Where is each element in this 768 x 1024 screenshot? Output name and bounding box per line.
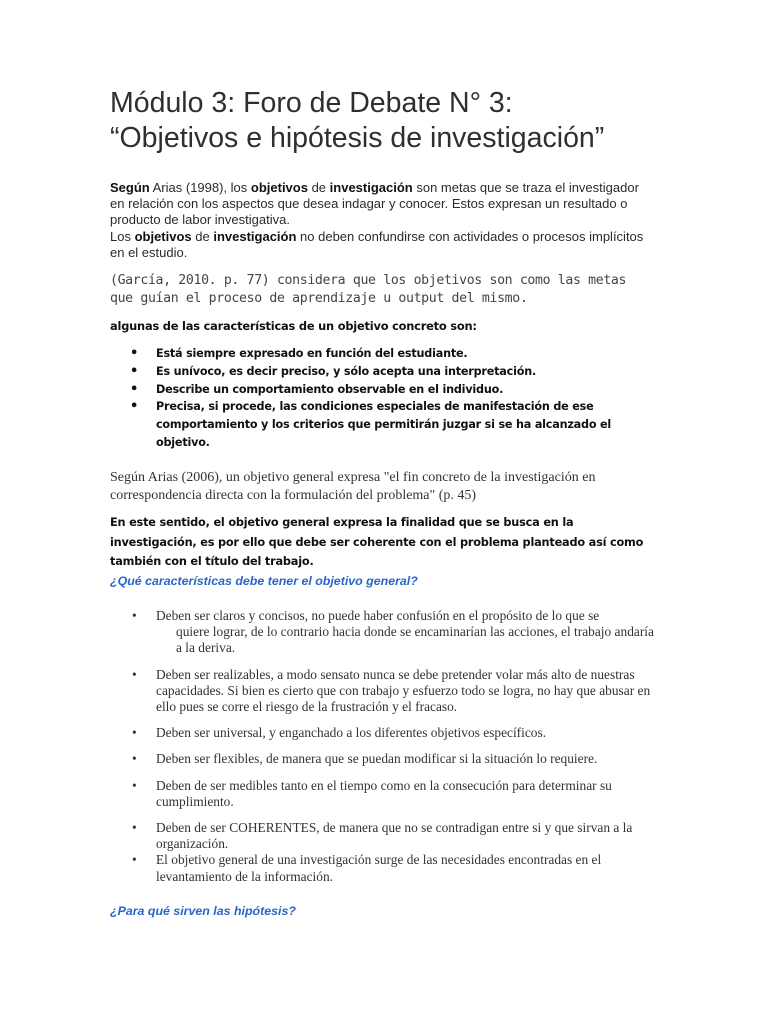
list-item: • El objetivo general de una investigación surge de las necesidades encontradas en el levantamiento de la información. — [132, 852, 662, 884]
intro-text-segment: son metas que se traza el investigador en relación con los aspectos que desea indagar y conocer. Estos expresan un resultado o producto de labor investigativa. — [110, 180, 639, 228]
intro-text-segment: Los — [110, 228, 135, 244]
characteristics-heading: algunas de las características de un objetivo concreto son: — [110, 319, 477, 333]
list-item: • Deben de ser COHERENTES, de manera que no se contradigan entre si y que sirvan a la organización. — [132, 820, 662, 852]
list-item: • Deben ser realizables, a modo sensato nunca se debe pretender volar más alto de nuestras capacidades. Si bien es cierto que con trabajo y esfuerzo todo se logra, no hay que abusar en ello pues se corre el riesgo de la frustración y el fracaso. — [132, 667, 662, 716]
intro-text-segment: de — [307, 180, 330, 195]
title-line-2: “Objetivos e hipótesis de investigación” — [110, 122, 605, 154]
list-item: • Deben de ser medibles tanto en el tiempo como en la consecución para determinar su cumplimiento. — [132, 778, 662, 810]
page-title — [110, 86, 604, 156]
list-item: • Deben ser flexibles, de manera que se puedan modificar si la situación lo requiere. — [132, 751, 662, 767]
intro-text-segment: investigación — [213, 228, 297, 244]
intro-text-segment: objetivos — [250, 180, 308, 195]
arias-2006-paragraph: Según Arias (2006), un objetivo general expresa "el fin concreto de la investigación en correspondencia directa con la formulación del problema" (p. 45) — [110, 470, 596, 503]
intro-text-segment: Arias (1998), los — [149, 180, 251, 195]
list-item — [132, 608, 662, 657]
question-general-link[interactable]: ¿Qué características debe tener el objetivo general? — [110, 574, 418, 588]
finalidad-paragraph: En este sentido, el objetivo general expresa la finalidad que se busca en la investigación, es por ello que debe ser coherente con el problema planteado así como también con el título del trabajo. — [110, 516, 644, 568]
list-item: • Es unívoco, es decir preciso, y sólo acepta una interpretación. — [130, 363, 650, 381]
intro-text-segment: Según — [110, 180, 150, 195]
intro-text — [110, 180, 655, 261]
title-line-1: Módulo 3: Foro de Debate N° 3: — [110, 87, 513, 119]
question-hipotesis-link[interactable]: ¿Para qué sirven las hipótesis? — [110, 904, 296, 918]
intro-text-segment: no deben confundirse con actividades o procesos implícitos en el estudio. — [110, 228, 644, 260]
characteristics-list — [130, 345, 650, 452]
intro-text-segment: objetivos — [134, 228, 192, 244]
general-objective-list — [132, 608, 662, 885]
list-item: • Está siempre expresado en función del estudiante. — [130, 345, 650, 363]
list-item: • Deben ser universal, y enganchado a los diferentes objetivos específicos. — [132, 725, 662, 741]
list-item: • Describe un comportamiento observable en el individuo. — [130, 381, 650, 399]
garcia-quote: (García, 2010. p. 77) considera que los objetivos son como las metas que guían el proceso de aprendizaje u output del mismo. — [110, 273, 627, 306]
list-item-continuation: quiere lograr, de lo contrario hacia donde se encaminarían las acciones, el trabajo andaría a la deriva. — [176, 624, 654, 656]
list-item-first-line: Deben ser claros y concisos, no puede haber confusión en el propósito de lo que se — [156, 608, 600, 623]
intro-text-segment: de — [191, 228, 214, 244]
intro-text-segment: investigación — [329, 180, 413, 195]
list-item: • Precisa, si procede, las condiciones especiales de manifestación de ese comportamiento y los criterios que permitirán juzgar si se ha alcanzado el objetivo. — [130, 398, 650, 451]
